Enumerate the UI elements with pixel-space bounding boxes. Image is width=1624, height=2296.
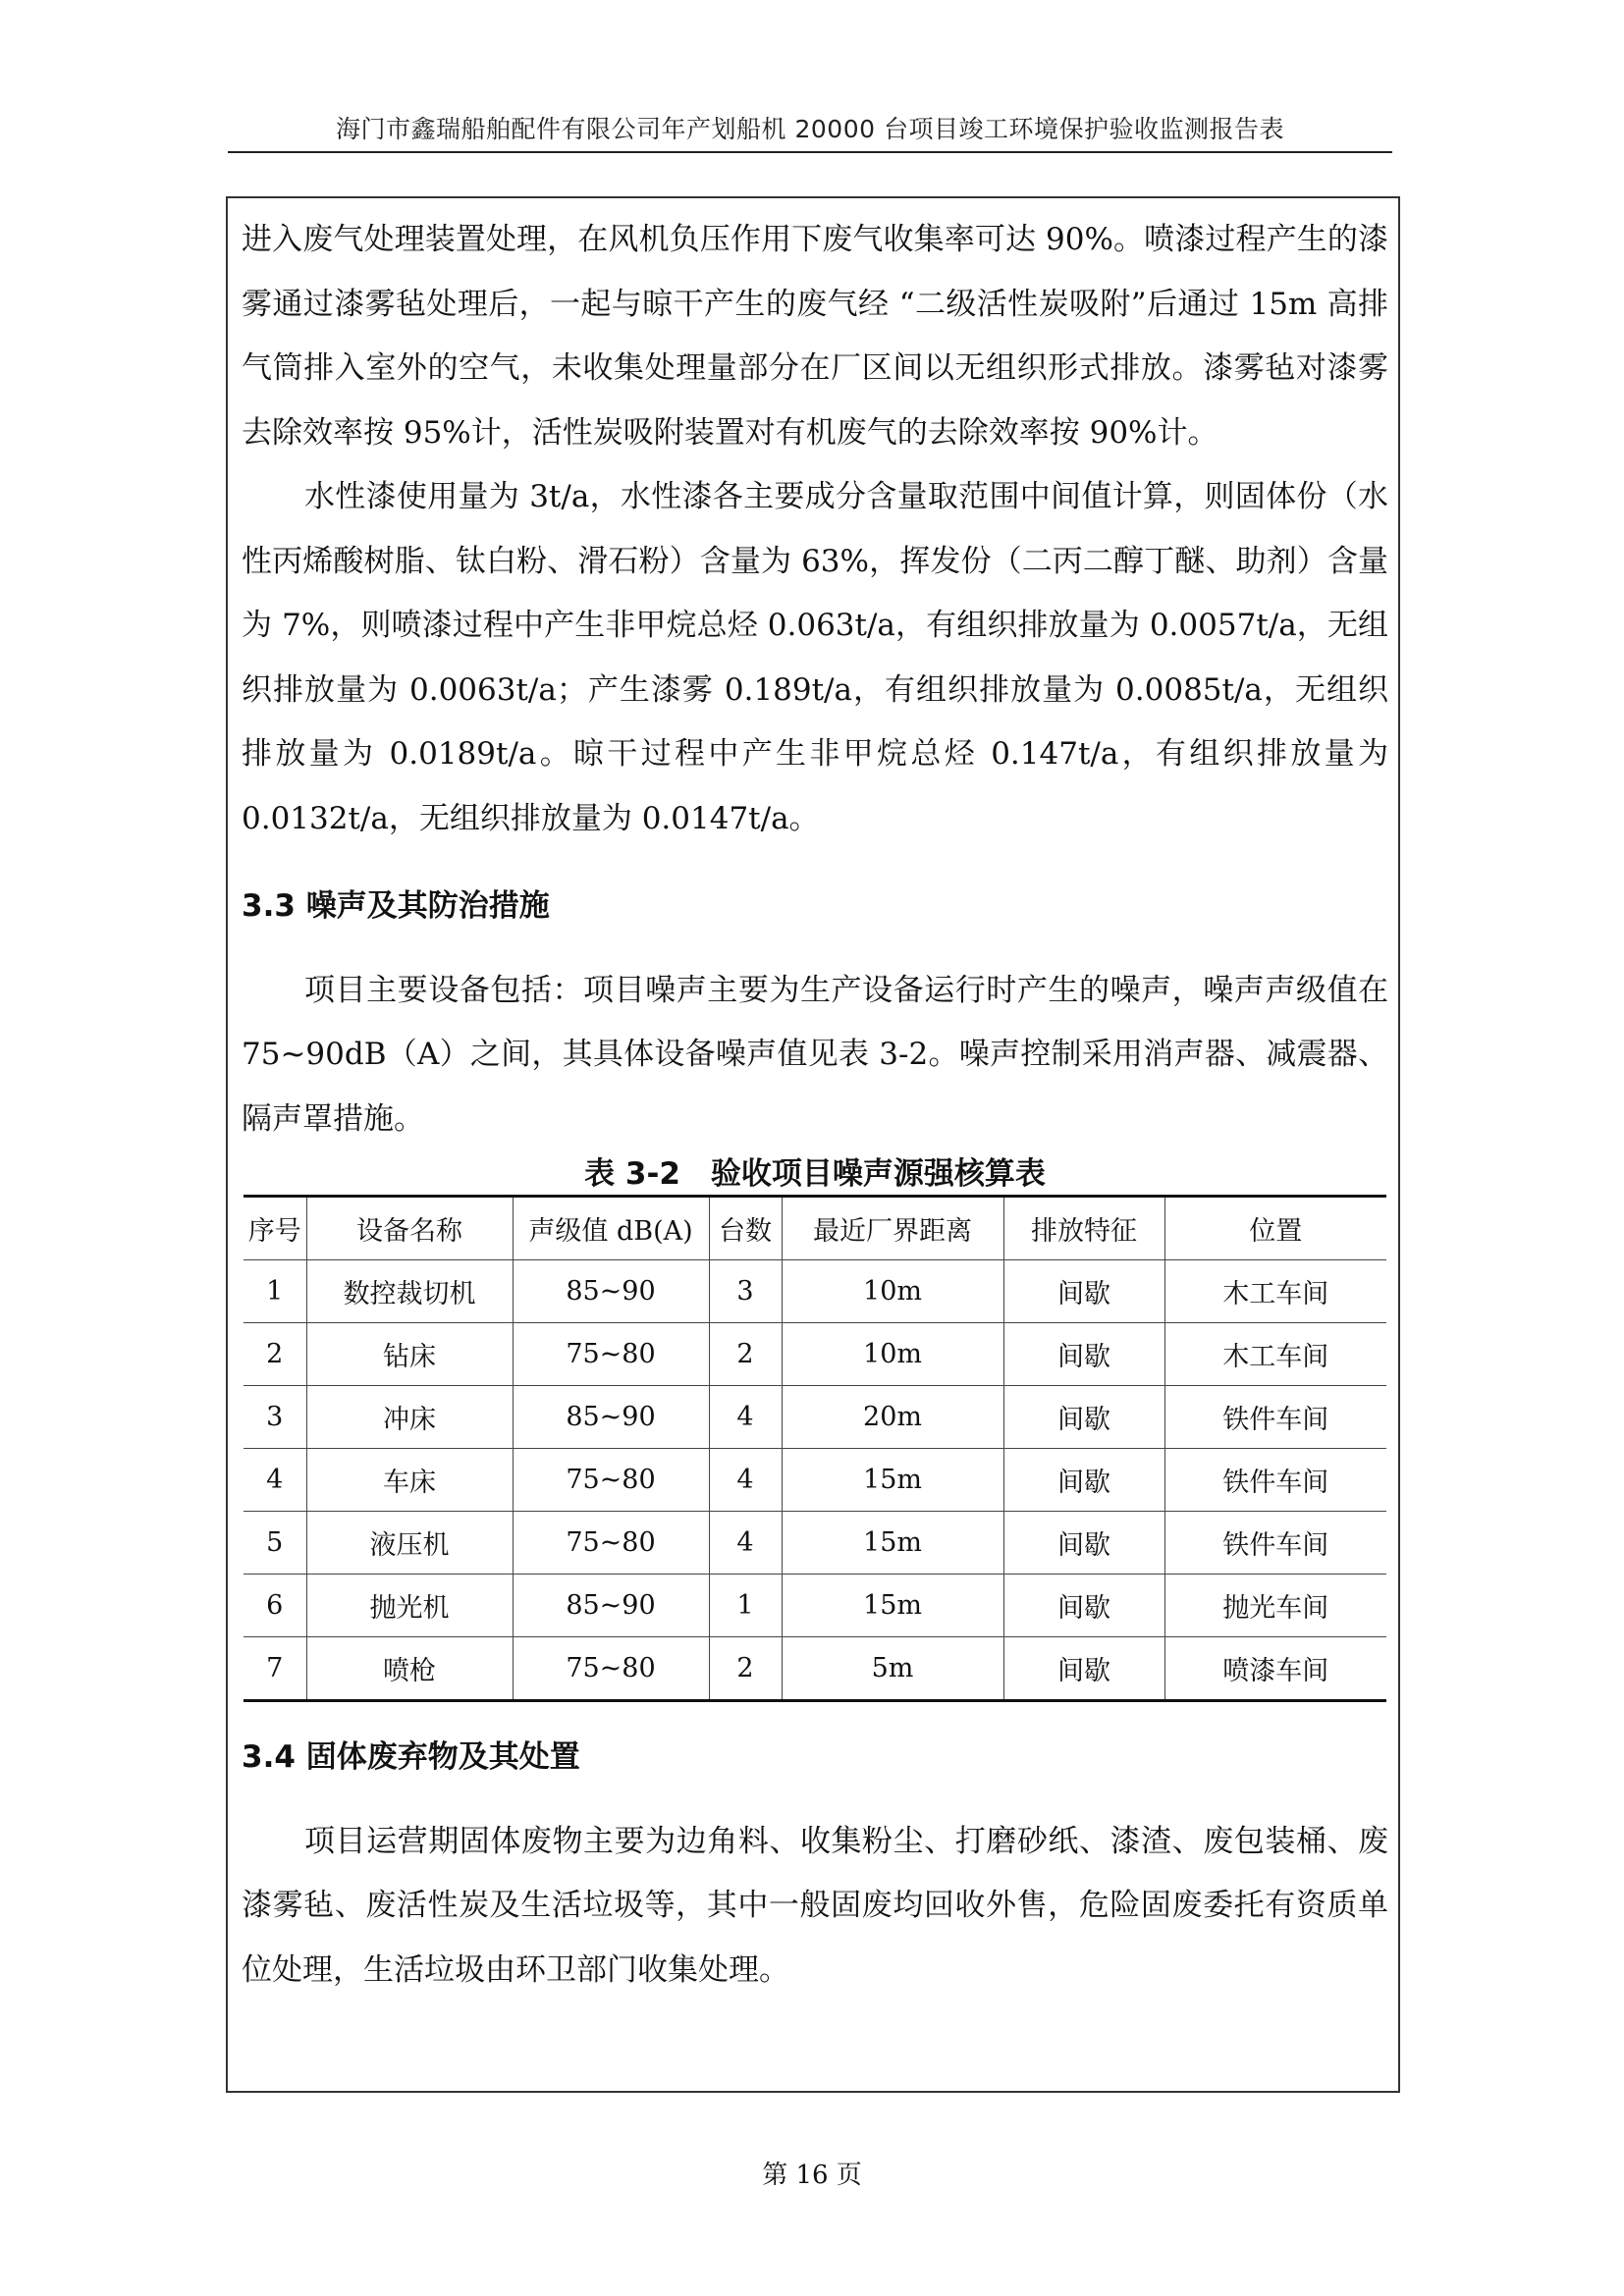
cell-emission-type: 间歇 [1003, 1575, 1164, 1637]
cell-no: 5 [244, 1512, 306, 1575]
cell-sound-level: 85~90 [513, 1386, 709, 1449]
header-rule [228, 151, 1392, 153]
cell-count: 3 [709, 1260, 782, 1323]
col-header-distance: 最近厂界距离 [782, 1197, 1003, 1260]
cell-count: 4 [709, 1449, 782, 1512]
cell-distance: 10m [782, 1323, 1003, 1386]
cell-sound-level: 75~80 [513, 1512, 709, 1575]
section-heading-noise: 3.3 噪声及其防治措施 [242, 888, 550, 924]
page-content [242, 208, 1388, 2002]
paragraph-noise: 项目主要设备包括：项目噪声主要为生产设备运行时产生的噪声，噪声声级值在 75~90dB（A）之间，其具体设备噪声值见表 3-2。噪声控制采用消声器、减震器、隔声罩措施。 [242, 972, 1388, 1137]
cell-sound-level: 75~80 [513, 1323, 709, 1386]
table-title: 表 3-2 验收项目噪声源强核算表 [584, 1156, 1046, 1192]
table-row [244, 1386, 1386, 1449]
cell-equipment: 冲床 [306, 1386, 513, 1449]
cell-sound-level: 75~80 [513, 1637, 709, 1701]
table-header-row [244, 1197, 1386, 1260]
cell-count: 1 [709, 1575, 782, 1637]
cell-emission-type: 间歇 [1003, 1323, 1164, 1386]
paragraph-paint-emissions: 水性漆使用量为 3t/a，水性漆各主要成分含量取范围中间值计算，则固体份（水性丙烯酸树脂、钛白粉、滑石粉）含量为 63%，挥发份（二丙二醇丁醚、助剂）含量为 7%，则喷漆过程中产生非甲烷总烃 0.063t/a，有组织排放量为 0.0057t/a，无组织排放量为 0.0063t/a；产生漆雾 0.189t/a，有组织排放量为 0.0085t/a，无组织排放量为 0.0189t/a。晾干过程中产生非甲烷总烃 0.147t/a，有组织排放量为 0.0132t/a，无组织排放量为 0.0147t/a。 [242, 479, 1388, 836]
cell-distance: 15m [782, 1449, 1003, 1512]
cell-location: 木工车间 [1164, 1323, 1386, 1386]
cell-no: 6 [244, 1575, 306, 1637]
cell-distance: 15m [782, 1575, 1003, 1637]
cell-location: 铁件车间 [1164, 1449, 1386, 1512]
cell-location: 喷漆车间 [1164, 1637, 1386, 1701]
cell-emission-type: 间歇 [1003, 1260, 1164, 1323]
col-header-emission-type: 排放特征 [1003, 1197, 1164, 1260]
cell-sound-level: 85~90 [513, 1575, 709, 1637]
col-header-equipment: 设备名称 [306, 1197, 513, 1260]
table-row [244, 1512, 1386, 1575]
cell-no: 2 [244, 1323, 306, 1386]
noise-source-table [244, 1195, 1386, 1702]
cell-equipment: 喷枪 [306, 1637, 513, 1701]
table-row [244, 1323, 1386, 1386]
cell-location: 抛光车间 [1164, 1575, 1386, 1637]
cell-sound-level: 75~80 [513, 1449, 709, 1512]
table-row [244, 1637, 1386, 1701]
cell-count: 4 [709, 1386, 782, 1449]
cell-count: 2 [709, 1637, 782, 1701]
cell-no: 3 [244, 1386, 306, 1449]
col-header-location: 位置 [1164, 1197, 1386, 1260]
col-header-sound-level: 声级值 dB(A) [513, 1197, 709, 1260]
col-header-no: 序号 [244, 1197, 306, 1260]
cell-emission-type: 间歇 [1003, 1386, 1164, 1449]
cell-count: 2 [709, 1323, 782, 1386]
cell-distance: 15m [782, 1512, 1003, 1575]
cell-equipment: 液压机 [306, 1512, 513, 1575]
cell-location: 铁件车间 [1164, 1512, 1386, 1575]
cell-location: 木工车间 [1164, 1260, 1386, 1323]
document-header: 海门市鑫瑞船舶配件有限公司年产划船机 20000 台项目竣工环境保护验收监测报告表 [336, 115, 1284, 143]
cell-equipment: 数控裁切机 [306, 1260, 513, 1323]
cell-emission-type: 间歇 [1003, 1512, 1164, 1575]
paragraph-solid-waste: 项目运营期固体废物主要为边角料、收集粉尘、打磨砂纸、漆渣、废包装桶、废漆雾毡、废活性炭及生活垃圾等，其中一般固废均回收外售，危险固废委托有资质单位处理，生活垃圾由环卫部门收集处理。 [242, 1823, 1388, 1988]
cell-emission-type: 间歇 [1003, 1449, 1164, 1512]
cell-no: 4 [244, 1449, 306, 1512]
section-heading-solid-waste: 3.4 固体废弃物及其处置 [242, 1739, 580, 1775]
cell-count: 4 [709, 1512, 782, 1575]
page-number: 第 16 页 [762, 2161, 862, 2190]
cell-emission-type: 间歇 [1003, 1637, 1164, 1701]
paragraph-exhaust-treatment: 进入废气处理装置处理，在风机负压作用下废气收集率可达 90%。喷漆过程产生的漆雾通过漆雾毡处理后，一起与晾干产生的废气经 “二级活性炭吸附”后通过 15m 高排气筒排入室外的空气，未收集处理量部分在厂区间以无组织形式排放。漆雾毡对漆雾去除效率按 95%计，活性炭吸附装置对有机废气的去除效率按 90%计。 [242, 222, 1388, 451]
table-row [244, 1575, 1386, 1637]
cell-no: 1 [244, 1260, 306, 1323]
col-header-count: 台数 [709, 1197, 782, 1260]
cell-equipment: 车床 [306, 1449, 513, 1512]
cell-location: 铁件车间 [1164, 1386, 1386, 1449]
table-row [244, 1260, 1386, 1323]
table-row [244, 1449, 1386, 1512]
cell-no: 7 [244, 1637, 306, 1701]
cell-distance: 5m [782, 1637, 1003, 1701]
cell-equipment: 抛光机 [306, 1575, 513, 1637]
cell-equipment: 钻床 [306, 1323, 513, 1386]
cell-sound-level: 85~90 [513, 1260, 709, 1323]
cell-distance: 20m [782, 1386, 1003, 1449]
cell-distance: 10m [782, 1260, 1003, 1323]
